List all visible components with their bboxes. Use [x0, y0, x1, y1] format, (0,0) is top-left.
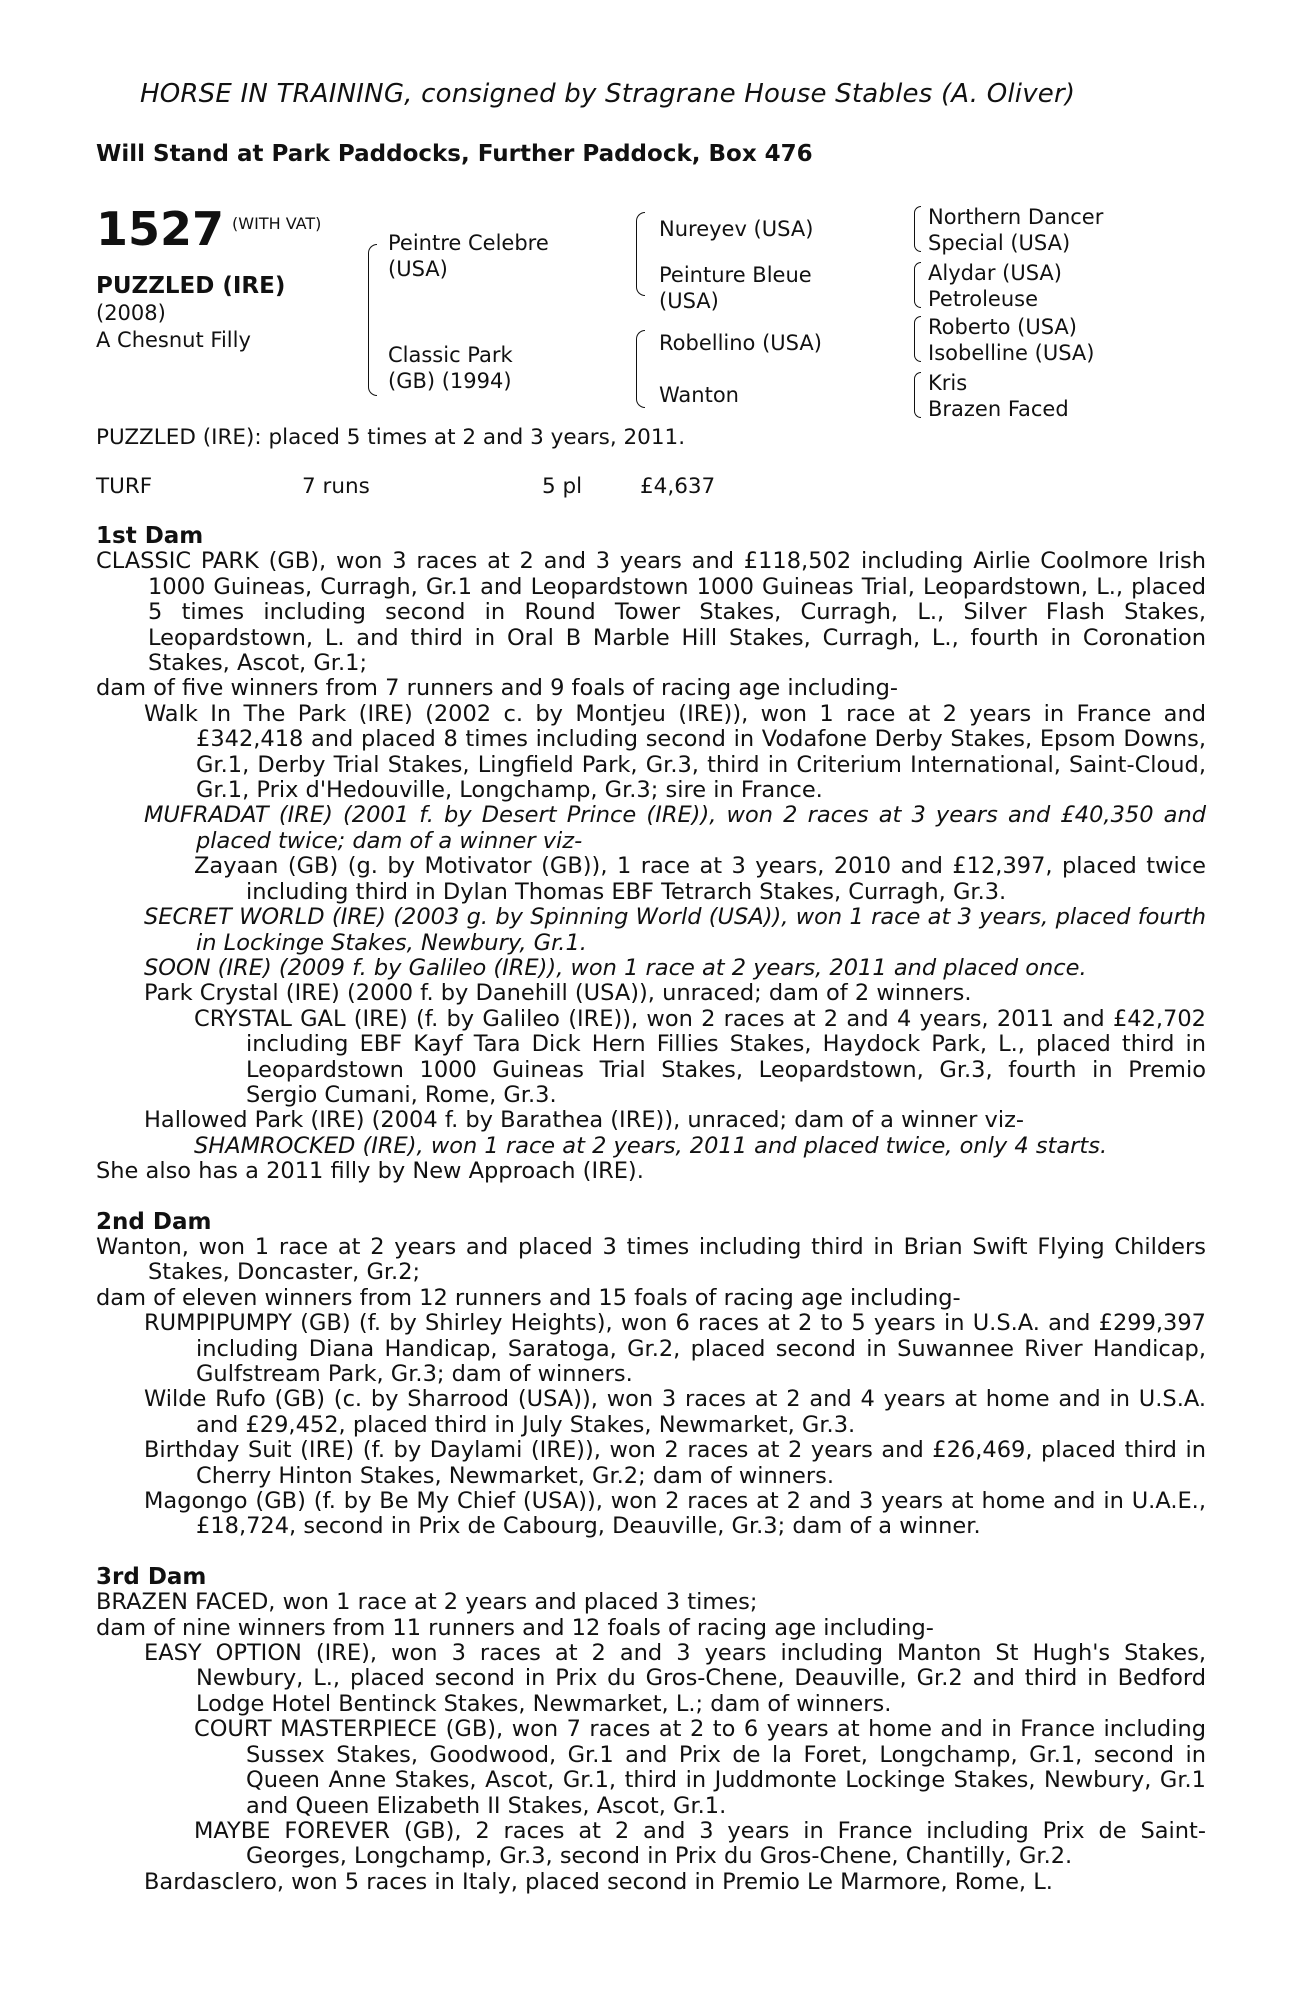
- dam-paragraph: dam of eleven winners from 12 runners and 15 foals of racing age including-: [96, 1284, 961, 1311]
- section-heading-2nd-dam: 2nd Dam: [96, 1208, 212, 1235]
- pedigree-brace: [636, 330, 645, 408]
- produce-entry: COURT MASTERPIECE (GB), won 7 races at 2 to 6 years at home and in France including Sussex Stakes, Goodwood, Gr.1 and Prix de la Foret, Longchamp, Gr.1, second in Queen Anne Stakes, Ascot, Gr.1, third in Juddmonte Lockinge Stakes, Newbury, Gr.1 and Queen Elizabeth II Stakes, Ascot, Gr.1.: [194, 1716, 1206, 1819]
- lot-number: 1527: [96, 202, 225, 256]
- dam-paragraph: dam of five winners from 7 runners and 9 foals of racing age including-: [96, 675, 898, 702]
- horse-year: (2008): [96, 301, 166, 325]
- pedigree-brace: [914, 372, 921, 418]
- dam-pedigree-text: [96, 524, 1206, 1895]
- pedigree-sire-sire: Nureyev (USA): [659, 217, 814, 241]
- produce-entry: Birthday Suit (IRE) (f. by Daylami (IRE)), won 2 races at 2 years and £26,469, placed third in Cherry Hinton Stakes, Newmarket, Gr.2; dam of winners.: [144, 1437, 1206, 1489]
- pedigree-brace: [368, 244, 377, 396]
- produce-entry: Bardasclero, won 5 races in Italy, placed second in Premio Le Marmore, Rome, L.: [144, 1868, 1053, 1895]
- produce-entry: Wilde Rufo (GB) (c. by Sharrood (USA)), won 3 races at 2 and 4 years at home and in U.S.A. and £29,452, placed third in July Stakes, Newmarket, Gr.3.: [144, 1386, 1206, 1438]
- vat-note: (WITH VAT): [232, 214, 322, 233]
- produce-entry: Walk In The Park (IRE) (2002 c. by Montjeu (IRE)), won 1 race at 2 years in France and £342,418 and placed 8 times including second in Vodafone Derby Stakes, Epsom Downs, Gr.1, Derby Trial Stakes, Lingfield Park, Gr.3, third in Criterium International, Saint-Cloud, Gr.1, Prix d'Hedouville, Longchamp, Gr.3; sire in France.: [144, 700, 1206, 804]
- pedigree-g6: Isobelline (USA): [928, 341, 1095, 365]
- turf-earnings: £4,637: [640, 474, 716, 499]
- produce-entry: CRYSTAL GAL (IRE) (f. by Galileo (IRE)), won 2 races at 2 and 4 years, 2011 and £42,702 including EBF Kayf Tara Dick Hern Fillies Stakes, Haydock Park, L., placed third in Leopardstown 1000 Guineas Trial Stakes, Leopardstown, Gr.3, fourth in Premio Sergio Cumani, Rome, Gr.3.: [194, 1005, 1206, 1108]
- turf-runs: 7 runs: [302, 474, 370, 499]
- pedigree-dam: Classic Park (GB) (1994): [388, 343, 513, 393]
- produce-entry: SOON (IRE) (2009 f. by Galileo (IRE)), won 1 race at 2 years, 2011 and placed once.: [144, 954, 1087, 981]
- dam-paragraph: CLASSIC PARK (GB), won 3 races at 2 and 3 years and £118,502 including Airlie Coolmore Irish 1000 Guineas, Curragh, Gr.1 and Leopardstown 1000 Guineas Trial, Leopardstown, L., placed 5 times including second in Round Tower Stakes, Curragh, L., Silver Flash Stakes, Leopardstown, L. and third in Oral B Marble Hill Stakes, Curragh, L., fourth in Coronation Stakes, Ascot, Gr.1;: [96, 548, 1206, 677]
- section-heading-1st-dam: 1st Dam: [96, 523, 204, 549]
- section-heading-3rd-dam: 3rd Dam: [96, 1563, 207, 1590]
- pedigree-brace: [636, 212, 645, 296]
- pedigree-sire: Peintre Celebre (USA): [388, 231, 549, 281]
- dam-paragraph: Wanton, won 1 race at 2 years and placed 3 times including third in Brian Swift Flying Childers Stakes, Doncaster, Gr.2;: [96, 1233, 1206, 1286]
- dam-paragraph: She also has a 2011 filly by New Approach (IRE).: [96, 1158, 644, 1185]
- lot-header: [96, 204, 321, 254]
- stand-location: Will Stand at Park Paddocks, Further Paddock, Box 476: [96, 141, 813, 167]
- pedigree-g1: Northern Dancer: [928, 205, 1104, 229]
- pedigree-dam-dam: Wanton: [659, 383, 739, 407]
- produce-entry: RUMPIPUMPY (GB) (f. by Shirley Heights), won 6 races at 2 to 5 years in U.S.A. and £299,397 including Diana Handicap, Saratoga, Gr.2, placed second in Suwannee River Handicap, Gulfstream Park, Gr.3; dam of winners.: [144, 1310, 1206, 1387]
- horse-name: PUZZLED (IRE): [96, 273, 286, 299]
- pedigree-g7: Kris: [928, 371, 968, 395]
- pedigree-brace: [914, 206, 921, 252]
- produce-entry: MAYBE FOREVER (GB), 2 races at 2 and 3 years in France including Prix de Saint-Georges, Longchamp, Gr.3, second in Prix du Gros-Chene, Chantilly, Gr.2.: [194, 1817, 1206, 1870]
- produce-entry: SHAMROCKED (IRE), won 1 race at 2 years, 2011 and placed twice, only 4 starts.: [194, 1132, 1108, 1159]
- turf-label: TURF: [96, 474, 153, 499]
- pedigree-brace: [914, 316, 921, 362]
- produce-entry: Zayaan (GB) (g. by Motivator (GB)), 1 race at 3 years, 2010 and £12,397, placed twice including third in Dylan Thomas EBF Tetrarch Stakes, Curragh, Gr.3.: [194, 853, 1206, 905]
- turf-placed: 5 pl: [542, 474, 583, 499]
- pedigree-g8: Brazen Faced: [928, 397, 1069, 421]
- dam-paragraph: dam of nine winners from 11 runners and 12 foals of racing age including-: [96, 1614, 934, 1641]
- produce-entry: Park Crystal (IRE) (2000 f. by Danehill (USA)), unraced; dam of 2 winners.: [144, 980, 972, 1007]
- produce-entry: EASY OPTION (IRE), won 3 races at 2 and 3 years including Manton St Hugh's Stakes, Newbury, L., placed second in Prix du Gros-Chene, Deauville, Gr.2 and third in Bedford Lodge Hotel Bentinck Stakes, Newmarket, L.; dam of winners.: [144, 1640, 1206, 1717]
- pedigree-g4: Petroleuse: [928, 287, 1039, 311]
- produce-entry: MUFRADAT (IRE) (2001 f. by Desert Prince (IRE)), won 2 races at 3 years and £40,350 and placed twice; dam of a winner viz-: [144, 802, 1206, 854]
- produce-entry: Hallowed Park (IRE) (2004 f. by Barathea (IRE)), unraced; dam of a winner viz-: [144, 1107, 1025, 1134]
- consignment-line: HORSE IN TRAINING, consigned by Stragrane House Stables (A. Oliver): [140, 79, 1076, 109]
- pedigree-sire-dam: Peinture Bleue (USA): [659, 263, 812, 313]
- pedigree-g2: Special (USA): [928, 231, 1071, 255]
- pedigree-g3: Alydar (USA): [928, 261, 1062, 285]
- pedigree-brace: [914, 262, 921, 308]
- produce-entry: SECRET WORLD (IRE) (2003 g. by Spinning World (USA)), won 1 race at 3 years, placed fourth in Lockinge Stakes, Newbury, Gr.1.: [144, 904, 1206, 956]
- pedigree-dam-sire: Robellino (USA): [659, 331, 822, 355]
- pedigree-g5: Roberto (USA): [928, 315, 1077, 339]
- dam-paragraph: BRAZEN FACED, won 1 race at 2 years and placed 3 times;: [96, 1589, 758, 1616]
- horse-description: A Chesnut Filly: [96, 328, 251, 352]
- produce-entry: Magongo (GB) (f. by Be My Chief (USA)), won 2 races at 2 and 3 years at home and in U.A.E., £18,724, second in Prix de Cabourg, Deauville, Gr.3; dam of a winner.: [144, 1488, 1206, 1540]
- race-summary: PUZZLED (IRE): placed 5 times at 2 and 3 years, 2011.: [96, 425, 686, 450]
